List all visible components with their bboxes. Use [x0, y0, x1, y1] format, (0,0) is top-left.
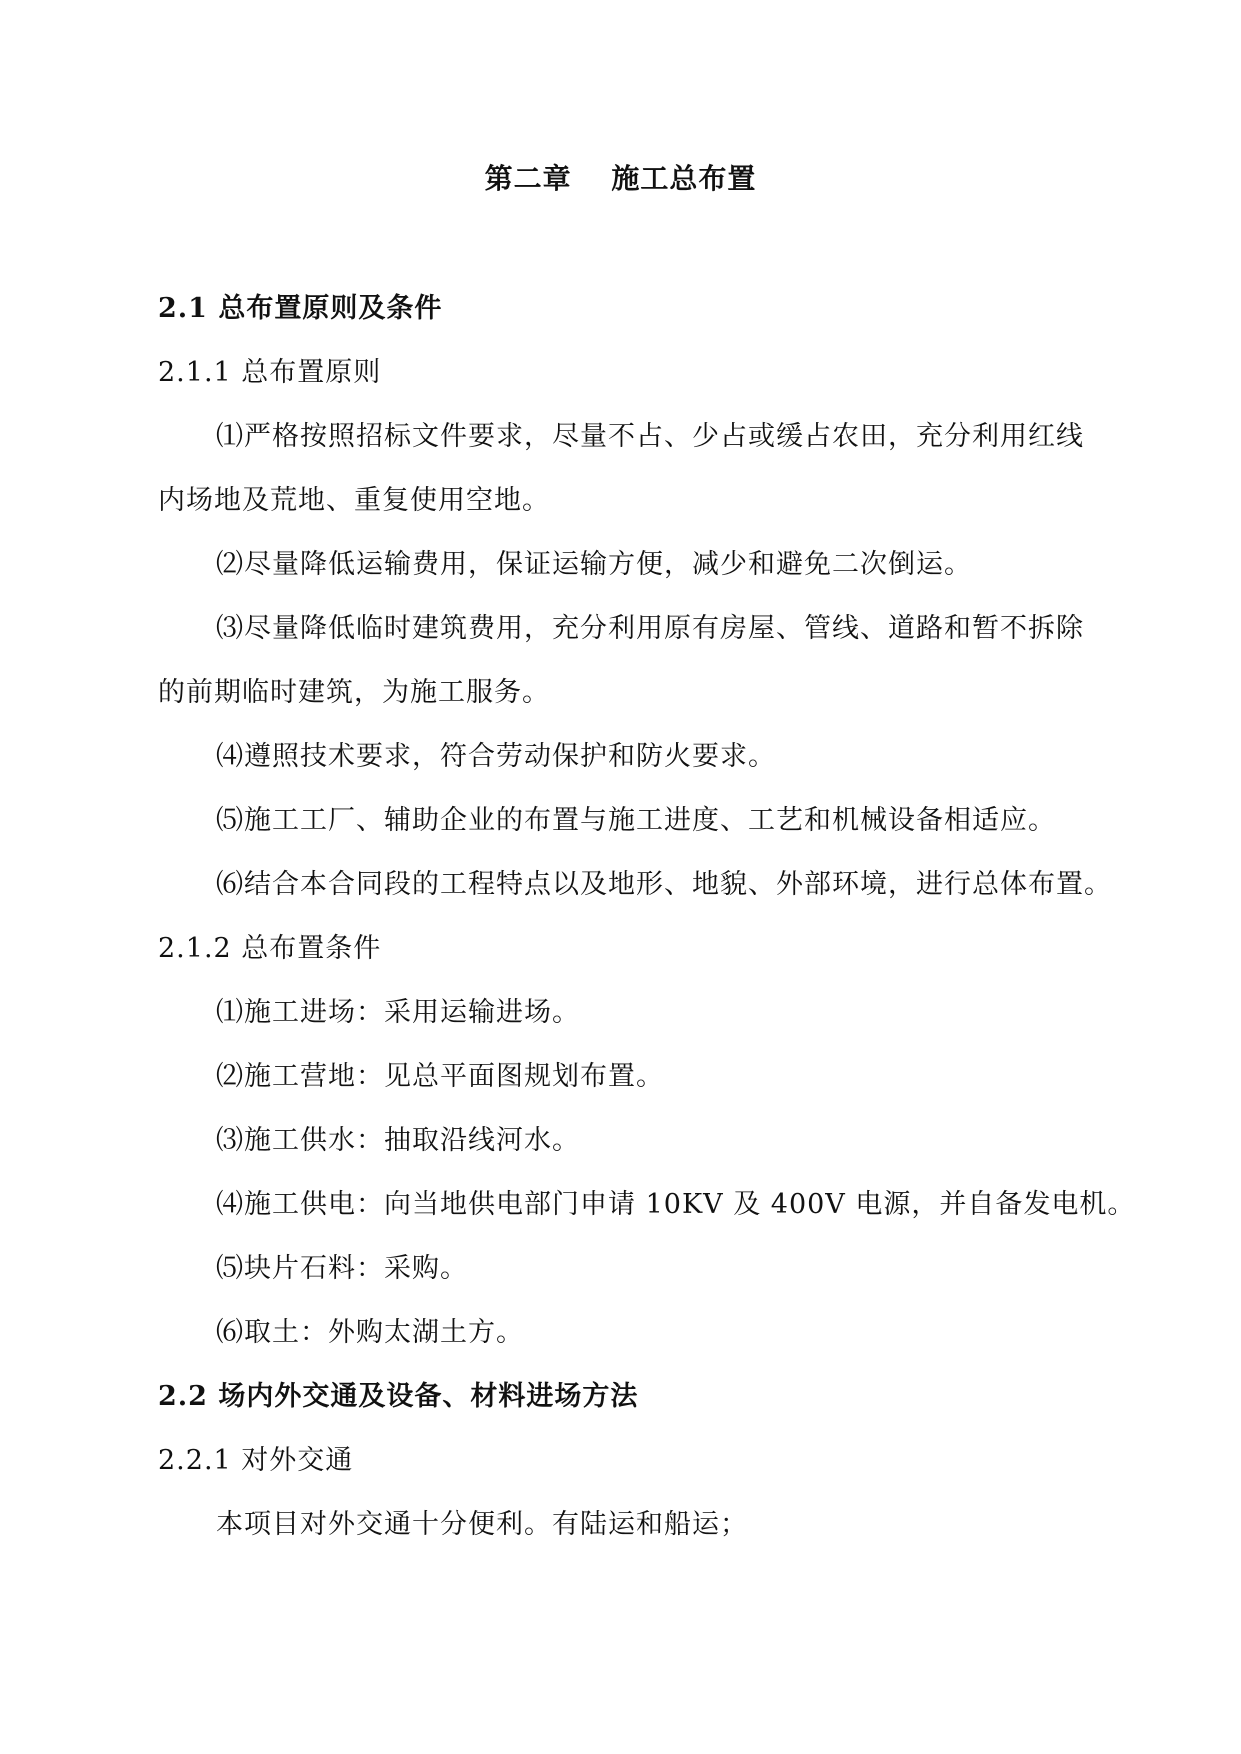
- principle-item-4: ⑷遵照技术要求，符合劳动保护和防火要求。: [216, 741, 776, 772]
- principle-item-1-line-1: ⑴严格按照招标文件要求，尽量不占、少占或缓占农田，充分利用红线: [216, 421, 1084, 452]
- chapter-title: 第二章 施工总布置: [484, 162, 757, 195]
- principle-item-1-line-2: 内场地及荒地、重复使用空地。: [158, 485, 550, 516]
- principle-item-5: ⑸施工工厂、辅助企业的布置与施工进度、工艺和机械设备相适应。: [216, 805, 1056, 836]
- condition-item-6: ⑹取土：外购太湖土方。: [216, 1317, 524, 1348]
- condition-item-1: ⑴施工进场：采用运输进场。: [216, 997, 580, 1028]
- principle-item-3-line-1: ⑶尽量降低临时建筑费用，充分利用原有房屋、管线、道路和暂不拆除: [216, 613, 1084, 644]
- section-heading-2-2: 2.2 场内外交通及设备、材料进场方法: [158, 1381, 639, 1412]
- subsection-heading-2-2-1: 2.2.1 对外交通: [158, 1445, 354, 1476]
- condition-item-3: ⑶施工供水：抽取沿线河水。: [216, 1125, 580, 1156]
- external-traffic-text: 本项目对外交通十分便利。有陆运和船运；: [216, 1509, 748, 1540]
- principle-item-2: ⑵尽量降低运输费用，保证运输方便，减少和避免二次倒运。: [216, 549, 972, 580]
- principle-item-3-line-2: 的前期临时建筑，为施工服务。: [158, 677, 550, 708]
- condition-item-2: ⑵施工营地：见总平面图规划布置。: [216, 1061, 664, 1092]
- principle-item-6: ⑹结合本合同段的工程特点以及地形、地貌、外部环境，进行总体布置。: [216, 869, 1112, 900]
- condition-item-4: ⑷施工供电：向当地供电部门申请 10KV 及 400V 电源，并自备发电机。: [216, 1189, 1136, 1220]
- subsection-heading-2-1-1: 2.1.1 总布置原则: [158, 357, 382, 388]
- subsection-heading-2-1-2: 2.1.2 总布置条件: [158, 933, 382, 964]
- section-heading-2-1: 2.1 总布置原则及条件: [158, 293, 443, 324]
- condition-item-5: ⑸块片石料：采购。: [216, 1253, 468, 1284]
